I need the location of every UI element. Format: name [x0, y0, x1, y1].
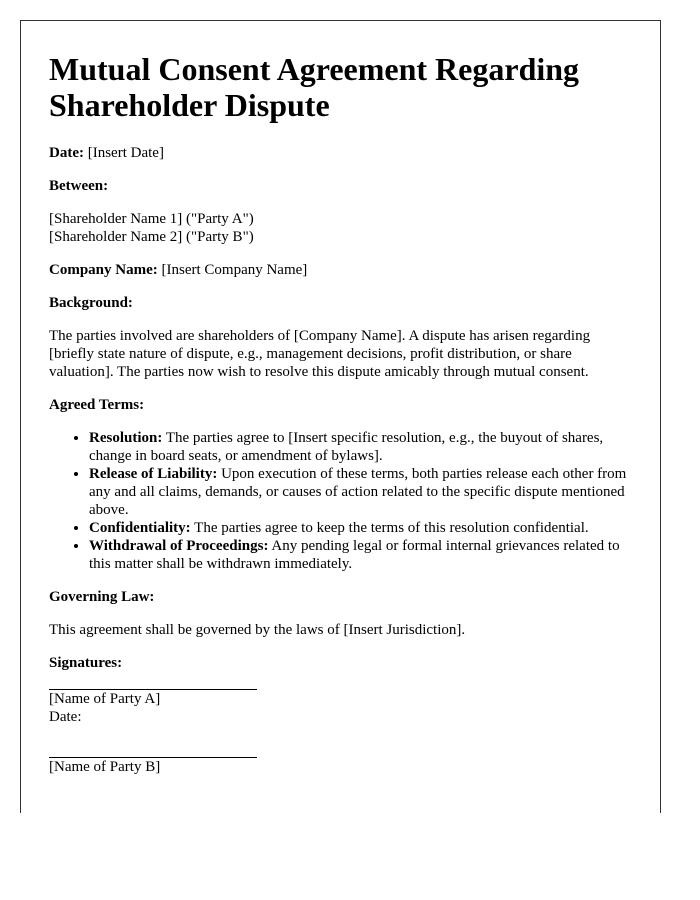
- between-heading: [49, 177, 632, 195]
- document-title: Mutual Consent Agreement Regarding Shareholder Dispute: [49, 51, 580, 123]
- company-line: [49, 261, 632, 279]
- term-title: Resolution:: [89, 430, 163, 446]
- term-text: Upon execution of these terms, both parties release each other from any and all claims, demands, or causes of action related to the specific dispute mentioned above.: [89, 466, 627, 518]
- signature-date-a: Date:: [49, 709, 82, 725]
- parties: [49, 210, 632, 246]
- term-item: [89, 519, 632, 537]
- term-text: Any pending legal or formal internal grievances related to this matter shall be withdrawn immediately.: [89, 538, 620, 572]
- term-title: Release of Liability:: [89, 466, 218, 482]
- terms-list: [49, 429, 632, 573]
- law-label: Governing Law:: [49, 589, 155, 605]
- law-heading: [49, 588, 632, 606]
- law-text: This agreement shall be governed by the laws of [Insert Jurisdiction].: [49, 622, 466, 638]
- term-item: [89, 537, 632, 573]
- date-label: Date:: [49, 145, 84, 161]
- signature-name-a: [Name of Party A]: [49, 691, 161, 707]
- signatures-heading: [49, 654, 632, 672]
- background-text: The parties involved are shareholders of [Company Name]. A dispute has arisen regarding [briefly state nature of dispute, e.g., management decisions, profit distribution, or share valuation]. The parties now wish to resolve this dispute amicably through mutual consent.: [49, 328, 591, 380]
- company-label: Company Name:: [49, 262, 158, 278]
- party-a: [Shareholder Name 1] ("Party A"): [49, 211, 254, 227]
- between-label: Between:: [49, 178, 109, 194]
- term-text: The parties agree to [Insert specific resolution, e.g., the buyout of shares, change in board seats, or amendment of bylaws].: [89, 430, 604, 464]
- company-value: [Insert Company Name]: [161, 262, 308, 278]
- terms-label: Agreed Terms:: [49, 397, 145, 413]
- term-item: [89, 465, 632, 519]
- term-title: Withdrawal of Proceedings:: [89, 538, 269, 554]
- date-value: [Insert Date]: [87, 145, 164, 161]
- term-text: The parties agree to keep the terms of this resolution confidential.: [194, 520, 589, 536]
- date-line: [49, 144, 632, 162]
- background-heading: [49, 294, 632, 312]
- signatures-label: Signatures:: [49, 655, 123, 671]
- terms-heading: [49, 396, 632, 414]
- term-item: [89, 429, 632, 465]
- party-b: [Shareholder Name 2] ("Party B"): [49, 229, 254, 245]
- signature-name-b: [Name of Party B]: [49, 759, 161, 775]
- term-title: Confidentiality:: [89, 520, 191, 536]
- document-page: [20, 20, 661, 813]
- background-label: Background:: [49, 295, 133, 311]
